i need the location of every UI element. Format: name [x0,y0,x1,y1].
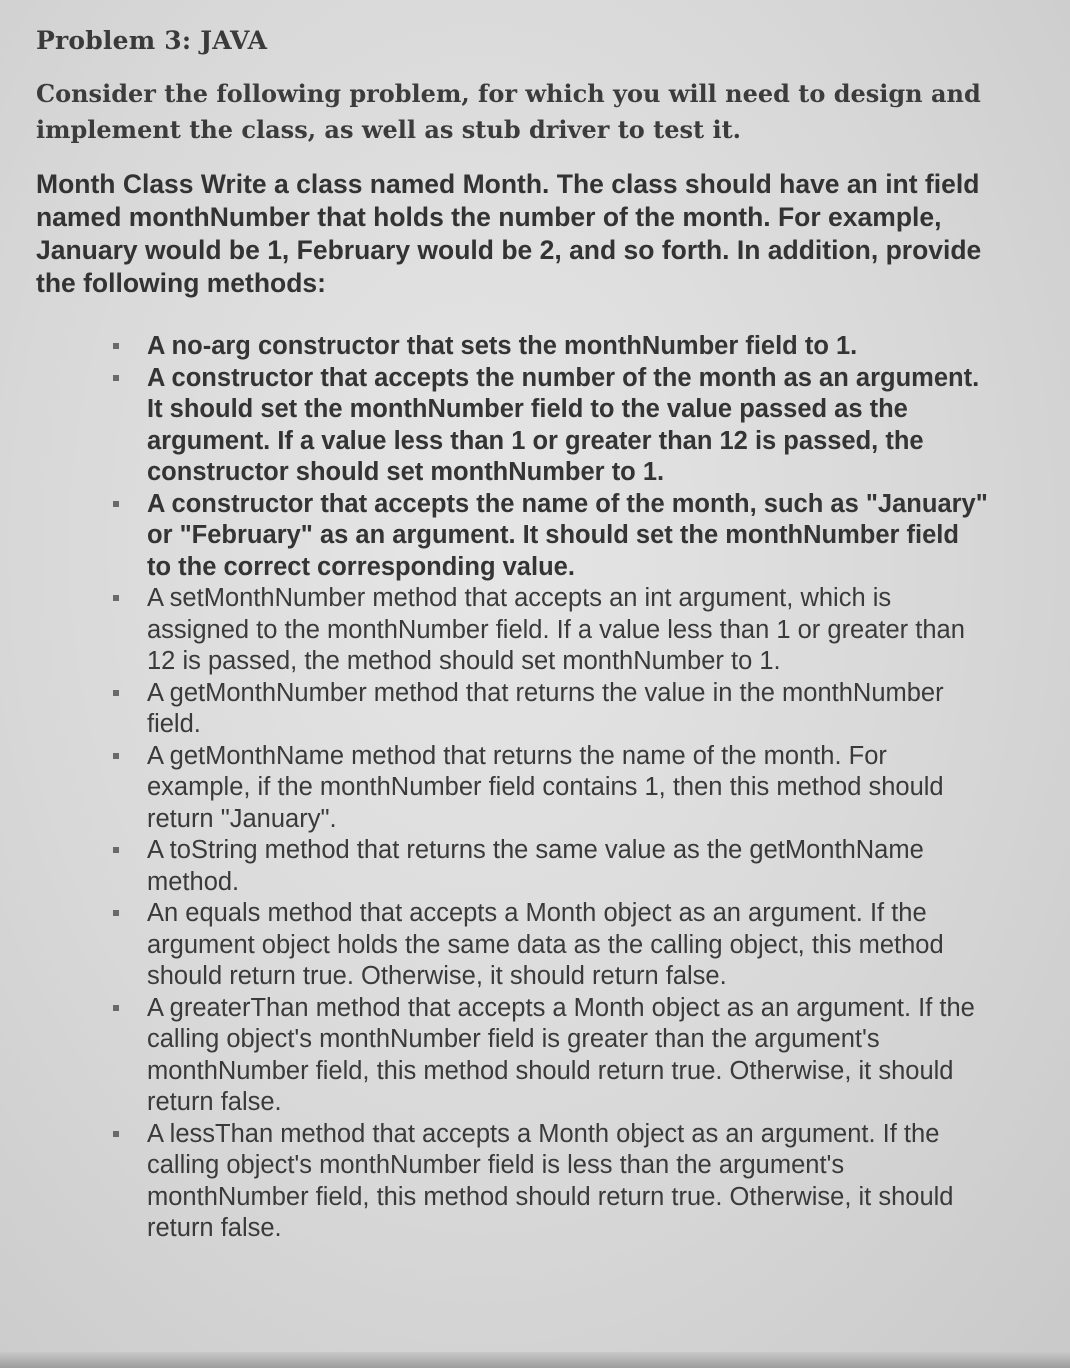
problem-title: Problem 3: JAVA [36,26,268,55]
bullet-icon [113,1005,119,1011]
method-item-no-arg-constructor [100,331,990,363]
bullet-icon [113,847,119,853]
method-item-equals [100,898,990,993]
method-item-text: A setMonthNumber method that accepts an int argument, which is assigned to the monthNumber field. If a value less than 1 or greater than 12 is passed, the method should set monthNumber to 1. [147,584,965,675]
method-item-text: A lessThan method that accepts a Month object as an argument. If the calling object's monthNumber field is less than the argument's monthNumber field, this method should return true. Otherwise, it should return false. [147,1119,954,1242]
task-description: Month Class Write a class named Month. The class should have an int field named monthNumber that holds the number of the month. For example, January would be 1, February would be 2, and so forth. In addition, provide the following methods: [36,169,982,298]
method-item-text: A no-arg constructor that sets the monthNumber field to 1. [147,332,858,360]
method-item-less-than [100,1119,990,1245]
method-item-to-string [100,835,990,898]
method-item-text: A getMonthNumber method that returns the value in the monthNumber field. [147,678,944,738]
method-list [100,331,990,1245]
method-item-text: A constructor that accepts the number of the month as an argument. It should set the monthNumber field to the value passed as the argument. If a value less than 1 or greater than 12 is passed, the constructor should set monthNumber to 1. [147,363,980,486]
method-item-greater-than [100,993,990,1119]
method-item-text: A constructor that accepts the name of the month, such as "January" or "February" as an argument. It should set the monthNumber field to the correct corresponding value. [147,489,988,581]
problem-intro: Consider the following problem, for which you will need to design and implement the class, as well as stub driver to test it. [36,79,981,144]
method-item-text: A getMonthName method that returns the name of the month. For example, if the monthNumber field contains 1, then this method should return "January". [147,741,944,833]
method-item-set-month-number [100,583,990,678]
method-item-text: An equals method that accepts a Month object as an argument. If the argument object holds the same data as the calling object, this method should return true. Otherwise, it should return false. [147,899,944,990]
bullet-icon [113,690,119,696]
bullet-icon [113,343,119,349]
bullet-icon [113,910,119,916]
bullet-icon [113,501,119,507]
method-item-number-constructor [100,363,990,489]
bullet-icon [113,595,119,601]
bottom-edge-strip [0,1352,1070,1368]
method-item-text: A toString method that returns the same value as the getMonthName method. [147,836,924,896]
method-item-get-month-name [100,741,990,836]
bullet-icon [113,1131,119,1137]
method-item-get-month-number [100,678,990,741]
method-item-name-constructor [100,489,990,584]
bullet-icon [113,375,119,381]
method-item-text: A greaterThan method that accepts a Month object as an argument. If the calling object's monthNumber field is greater than the argument's monthNumber field, this method should return true. Otherwise, it should return false. [147,993,975,1116]
bullet-icon [113,753,119,759]
